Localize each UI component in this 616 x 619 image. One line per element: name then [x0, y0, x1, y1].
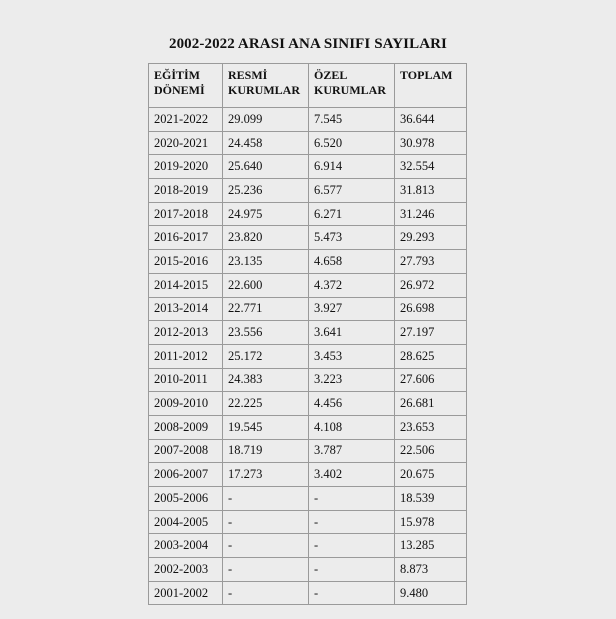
period-cell: 2016-2017 [149, 226, 223, 250]
period-cell: 2015-2016 [149, 250, 223, 274]
period-cell: 2021-2022 [149, 108, 223, 132]
private-count-cell: 3.927 [309, 297, 395, 321]
private-count-cell: - [309, 558, 395, 582]
period-cell: 2010-2011 [149, 368, 223, 392]
total-cell: 28.625 [395, 344, 467, 368]
public-count-cell: 17.273 [223, 463, 309, 487]
private-count-cell: 3.787 [309, 439, 395, 463]
public-count-cell: 19.545 [223, 415, 309, 439]
private-count-cell: 6.914 [309, 155, 395, 179]
public-count-cell: 22.225 [223, 392, 309, 416]
total-cell: 18.539 [395, 487, 467, 511]
header-ozel-kurumlar: ÖZEL KURUMLAR [309, 64, 395, 108]
private-count-cell: - [309, 510, 395, 534]
private-count-cell: - [309, 487, 395, 511]
period-cell: 2019-2020 [149, 155, 223, 179]
table-row [149, 273, 467, 297]
period-cell: 2006-2007 [149, 463, 223, 487]
total-cell: 13.285 [395, 534, 467, 558]
table-row [149, 108, 467, 132]
total-cell: 32.554 [395, 155, 467, 179]
private-count-cell: 4.456 [309, 392, 395, 416]
public-count-cell: 29.099 [223, 108, 309, 132]
period-cell: 2011-2012 [149, 344, 223, 368]
kindergarten-stats-table [148, 63, 467, 605]
public-count-cell: 24.458 [223, 131, 309, 155]
private-count-cell: 3.641 [309, 321, 395, 345]
public-count-cell: 25.640 [223, 155, 309, 179]
period-cell: 2012-2013 [149, 321, 223, 345]
private-count-cell: 3.223 [309, 368, 395, 392]
table-row [149, 392, 467, 416]
period-cell: 2014-2015 [149, 273, 223, 297]
period-cell: 2007-2008 [149, 439, 223, 463]
total-cell: 26.972 [395, 273, 467, 297]
public-count-cell: 24.975 [223, 202, 309, 226]
total-cell: 36.644 [395, 108, 467, 132]
period-cell: 2004-2005 [149, 510, 223, 534]
private-count-cell: 3.402 [309, 463, 395, 487]
table-row [149, 131, 467, 155]
public-count-cell: 23.820 [223, 226, 309, 250]
public-count-cell: - [223, 581, 309, 605]
private-count-cell: 3.453 [309, 344, 395, 368]
total-cell: 9.480 [395, 581, 467, 605]
table-body [149, 108, 467, 605]
table-row [149, 202, 467, 226]
public-count-cell: 23.556 [223, 321, 309, 345]
header-resmi-kurumlar: RESMİ KURUMLAR [223, 64, 309, 108]
total-cell: 8.873 [395, 558, 467, 582]
table-row [149, 534, 467, 558]
private-count-cell: 7.545 [309, 108, 395, 132]
public-count-cell: 25.236 [223, 179, 309, 203]
period-cell: 2005-2006 [149, 487, 223, 511]
total-cell: 20.675 [395, 463, 467, 487]
period-cell: 2001-2002 [149, 581, 223, 605]
period-cell: 2013-2014 [149, 297, 223, 321]
total-cell: 29.293 [395, 226, 467, 250]
table-row [149, 179, 467, 203]
public-count-cell: - [223, 534, 309, 558]
total-cell: 27.606 [395, 368, 467, 392]
public-count-cell: 23.135 [223, 250, 309, 274]
private-count-cell: 4.108 [309, 415, 395, 439]
public-count-cell: 25.172 [223, 344, 309, 368]
period-cell: 2018-2019 [149, 179, 223, 203]
table-row [149, 558, 467, 582]
private-count-cell: 6.520 [309, 131, 395, 155]
total-cell: 23.653 [395, 415, 467, 439]
total-cell: 31.246 [395, 202, 467, 226]
period-cell: 2008-2009 [149, 415, 223, 439]
public-count-cell: 22.771 [223, 297, 309, 321]
public-count-cell: 24.383 [223, 368, 309, 392]
total-cell: 30.978 [395, 131, 467, 155]
total-cell: 22.506 [395, 439, 467, 463]
private-count-cell: 5.473 [309, 226, 395, 250]
private-count-cell: 6.271 [309, 202, 395, 226]
table-header-row [149, 64, 467, 108]
page-title: 2002-2022 ARASI ANA SINIFI SAYILARI [168, 36, 447, 52]
public-count-cell: 22.600 [223, 273, 309, 297]
period-cell: 2003-2004 [149, 534, 223, 558]
public-count-cell: - [223, 558, 309, 582]
table-row [149, 463, 467, 487]
total-cell: 27.197 [395, 321, 467, 345]
period-cell: 2002-2003 [149, 558, 223, 582]
period-cell: 2009-2010 [149, 392, 223, 416]
total-cell: 27.793 [395, 250, 467, 274]
period-cell: 2017-2018 [149, 202, 223, 226]
header-egitim-donemi: EĞİTİM DÖNEMİ [149, 64, 223, 108]
private-count-cell: 4.372 [309, 273, 395, 297]
table-row [149, 155, 467, 179]
public-count-cell: - [223, 510, 309, 534]
table-row [149, 368, 467, 392]
table-row [149, 439, 467, 463]
total-cell: 26.681 [395, 392, 467, 416]
private-count-cell: 4.658 [309, 250, 395, 274]
public-count-cell: - [223, 487, 309, 511]
table-row [149, 344, 467, 368]
table-row [149, 297, 467, 321]
table-row [149, 415, 467, 439]
private-count-cell: - [309, 581, 395, 605]
private-count-cell: - [309, 534, 395, 558]
public-count-cell: 18.719 [223, 439, 309, 463]
header-toplam: TOPLAM [395, 64, 467, 108]
total-cell: 31.813 [395, 179, 467, 203]
table-row [149, 321, 467, 345]
total-cell: 26.698 [395, 297, 467, 321]
table-row [149, 487, 467, 511]
table-row [149, 250, 467, 274]
total-cell: 15.978 [395, 510, 467, 534]
period-cell: 2020-2021 [149, 131, 223, 155]
table-row [149, 510, 467, 534]
private-count-cell: 6.577 [309, 179, 395, 203]
table-row [149, 581, 467, 605]
table-row [149, 226, 467, 250]
